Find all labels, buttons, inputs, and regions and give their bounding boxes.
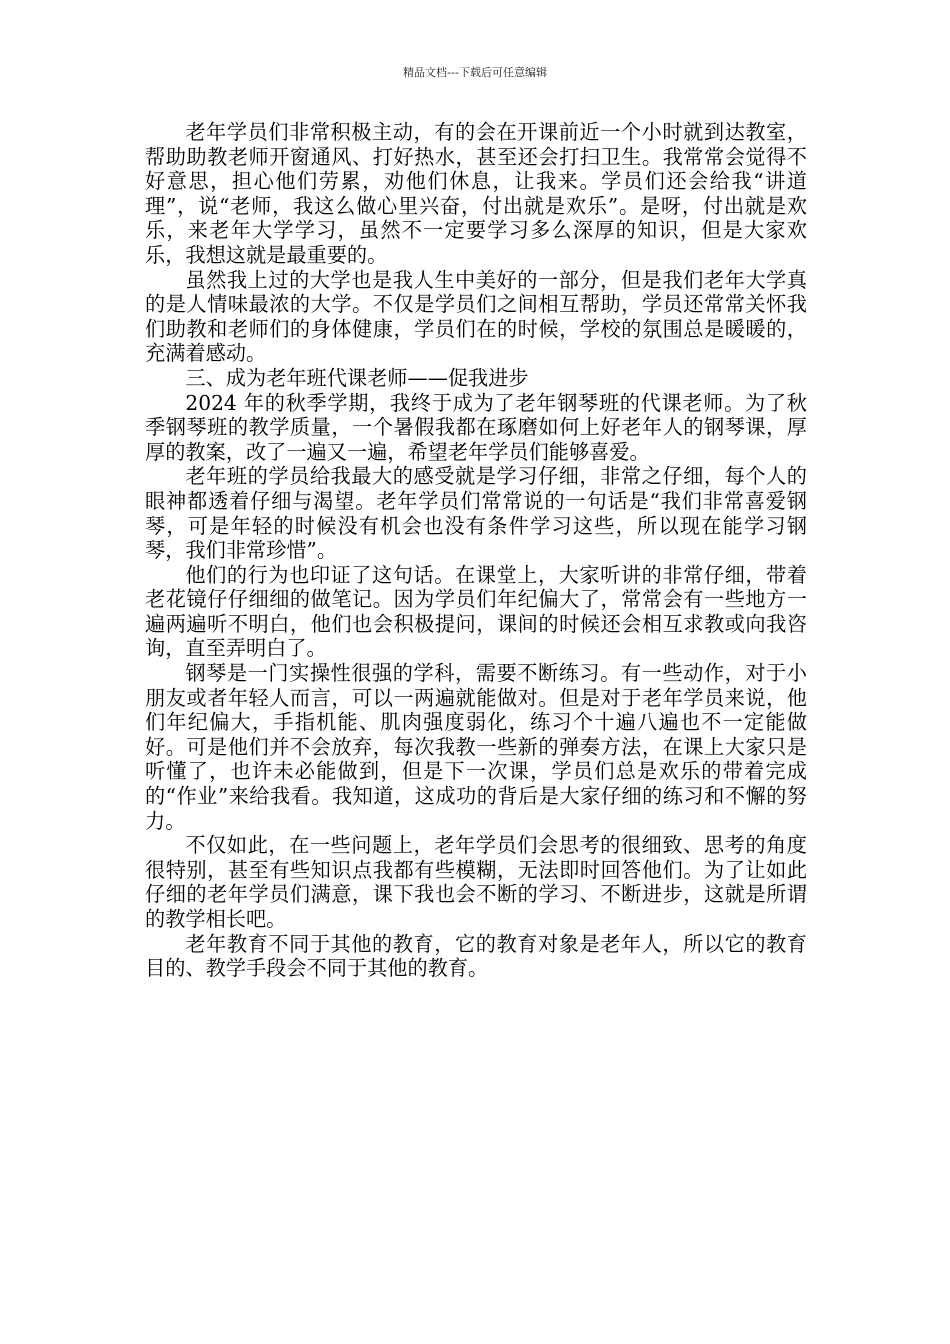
document-body [145, 120, 807, 981]
paragraph-6: 钢琴是一门实操性很强的学科，需要不断练习。有一些动作，对于小朋友或者年轻人而言，可以一两遍就能做对。但是对于老年学员来说，他们年纪偏大，手指机能、肌肉强度弱化，练习个十遍八遍也不一定能做好。可是他们并不会放弃，每次我教一些新的弹奏方法，在课上大家只是听懂了，也许未必能做到，但是下一次课，学员们总是欢乐的带着完成的“作业”来给我看。我知道，这成功的背后是大家仔细的练习和不懈的努力。 [145, 661, 807, 833]
paragraph-8: 老年教育不同于其他的教育，它的教育对象是老年人，所以它的教育目的、教学手段会不同于其他的教育。 [145, 931, 807, 981]
paragraph-3: 2024 年的秋季学期，我终于成为了老年钢琴班的代课老师。为了秋季钢琴班的教学质量，一个暑假我都在琢磨如何上好老年人的钢琴课，厚厚的教案，改了一遍又一遍，希望老年学员们能够喜爱。 [145, 390, 807, 464]
section-heading: 三、成为老年班代课老师——促我进步 [185, 365, 529, 390]
paragraph-4: 老年班的学员给我最大的感受就是学习仔细，非常之仔细，每个人的眼神都透着仔细与渴望。老年学员们常常说的一句话是“我们非常喜爱钢琴，可是年轻的时候没有机会也没有条件学习这些，所以现在能学习钢琴，我们非常珍惜”。 [145, 464, 807, 563]
paragraph-1: 老年学员们非常积极主动，有的会在开课前近一个小时就到达教室，帮助助教老师开窗通风、打好热水，甚至还会打扫卫生。我常常会觉得不好意思，担心他们劳累，劝他们休息，让我来。学员们还会给我“讲道理”，说“老师，我这么做心里兴奋，付出就是欢乐”。是呀，付出就是欢乐，来老年大学学习，虽然不一定要学习多么深厚的知识，但是大家欢乐，我想这就是最重要的。 [145, 120, 807, 267]
paragraph-5: 他们的行为也印证了这句话。在课堂上，大家听讲的非常仔细，带着老花镜仔仔细细的做笔记。因为学员们年纪偏大了，常常会有一些地方一遍两遍听不明白，他们也会积极提问，课间的时候还会相互求教或向我咨询，直至弄明白了。 [145, 562, 807, 661]
paragraph-7: 不仅如此，在一些问题上，老年学员们会思考的很细致、思考的角度很特别，甚至有些知识点我都有些模糊，无法即时回答他们。为了让如此仔细的老年学员们满意，课下我也会不断的学习、不断进步，这就是所谓的教学相长吧。 [145, 833, 807, 931]
page-header: 精品文档---下载后可任意编辑 [403, 66, 547, 79]
paragraph-2: 虽然我上过的大学也是我人生中美好的一部分，但是我们老年大学真的是人情味最浓的大学。不仅是学员们之间相互帮助，学员还常常关怀我们助教和老师们的身体健康，学员们在的时候，学校的氛围总是暖暖的，充满着感动。 [145, 267, 807, 366]
